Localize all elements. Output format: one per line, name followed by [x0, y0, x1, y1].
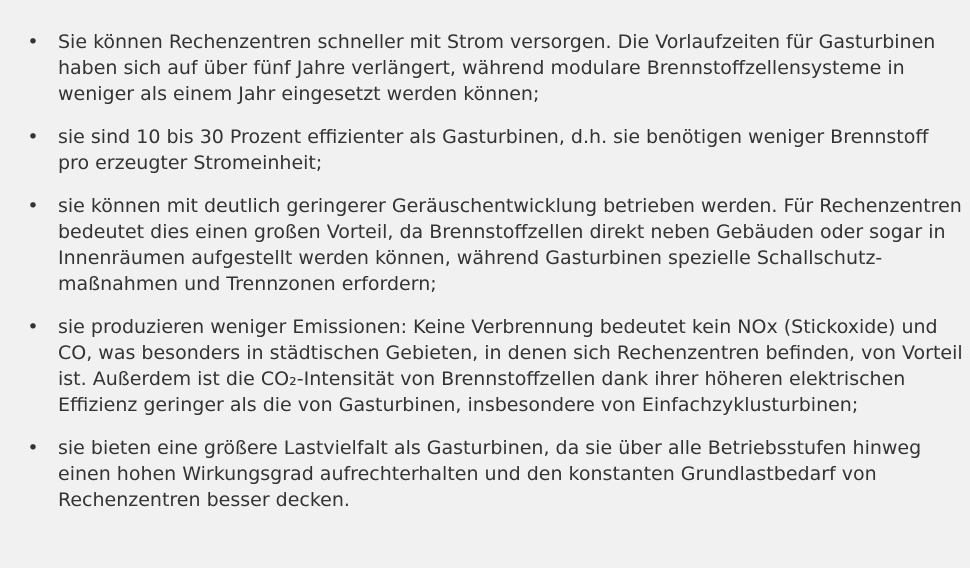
list-item [27, 193, 964, 297]
bullet-icon: • [27, 316, 39, 338]
list-item [27, 29, 964, 107]
list-item [27, 314, 964, 418]
list-item-text: sie bieten eine größere Lastvielfalt als Gasturbinen, da sie über alle Betriebsstufen hinweg einen hohen Wirkungsgrad aufrechterhalten und den konstanten Grundlastbedarf von Rechenzentren besser decken. [58, 437, 922, 511]
list-item-text: sie sind 10 bis 30 Prozent effizienter als Gasturbinen, d.h. sie benötigen weniger Brennstoff pro erzeugter Stromeinheit; [58, 126, 929, 174]
list-item [27, 435, 964, 513]
bullet-icon: • [27, 126, 39, 148]
list-item-text: sie können mit deutlich geringerer Geräuschentwicklung betrieben werden. Für Rechenzentren bedeutet dies einen großen Vorteil, da Brennstoffzellen direkt neben Gebäuden oder sogar in Innenräumen aufgestellt werden können, während Gasturbinen spezielle Schallschutz-maßnahmen und Trennzonen erfordern; [58, 195, 962, 295]
bullet-icon: • [27, 195, 39, 217]
list-item-text: sie produzieren weniger Emissionen: Keine Verbrennung bedeutet kein NOx (Stickoxide) und CO, was besonders in städtischen Gebieten, in denen sich Rechenzentren befinden, von Vorteil ist. Außerdem ist die CO₂-Intensität von Brennstoffzellen dank ihrer höheren elektrischen Effizienz geringer als die von Gasturbinen, insbesondere von Einfachzyklusturbinen; [58, 316, 963, 416]
bullet-icon: • [27, 31, 39, 53]
list-item [27, 124, 964, 176]
list-item-text: Sie können Rechenzentren schneller mit Strom versorgen. Die Vorlaufzeiten für Gasturbinen haben sich auf über fünf Jahre verlängert, während modulare Brennstoffzellensysteme in weniger als einem Jahr eingesetzt werden können; [58, 31, 936, 105]
advantages-bullet-list [27, 29, 964, 513]
bullet-icon: • [27, 437, 39, 459]
